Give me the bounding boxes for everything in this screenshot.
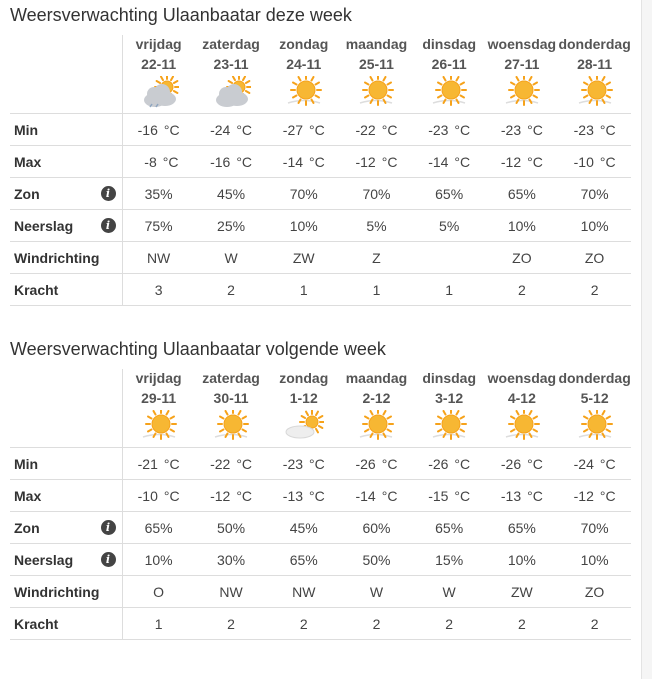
temp-value: -13 (500, 487, 522, 504)
sun-icon (356, 76, 396, 108)
sun-cell: 65% (122, 512, 195, 544)
row-label-with-info (10, 210, 122, 242)
precipitation-cell: 10% (122, 544, 195, 576)
wind-force-cell: 2 (340, 608, 413, 640)
row-label-with-info (10, 178, 122, 210)
temp-unit: °C (236, 153, 253, 170)
sun-icon (429, 410, 469, 442)
day-header (122, 35, 195, 114)
day-date: 26-11 (431, 56, 467, 72)
temp-unit: °C (527, 121, 543, 138)
day-header (558, 35, 631, 114)
sun-cell: 60% (340, 512, 413, 544)
temp-value: -23 (282, 455, 304, 472)
temp-value: -10 (137, 487, 158, 504)
max-temp-cell (340, 480, 413, 512)
day-header-row (10, 35, 631, 114)
wind-direction-cell: ZO (558, 576, 631, 608)
temp-value: -21 (137, 455, 158, 472)
temp-value: -26 (355, 455, 376, 472)
day-name: zaterdag (202, 370, 260, 386)
day-name: vrijdag (135, 370, 182, 386)
temp-unit: °C (381, 455, 398, 472)
sun-icon (575, 410, 615, 442)
day-name: zaterdag (202, 36, 260, 52)
row-label: Neerslag (14, 217, 74, 234)
day-date: 30-11 (213, 390, 249, 406)
day-date: 22-11 (141, 56, 177, 72)
wind-direction-cell: Z (340, 242, 413, 274)
min-temp-cell (340, 114, 413, 146)
row-label: Zon (14, 185, 40, 202)
max-temp-row (10, 146, 631, 178)
day-header (413, 35, 486, 114)
max-temp-cell (558, 480, 631, 512)
sun-icon (284, 76, 324, 108)
temp-value: -16 (210, 153, 231, 170)
row-label: Min (10, 448, 122, 480)
max-temp-cell (340, 146, 413, 178)
sun-icon (502, 410, 542, 442)
sun-row (10, 512, 631, 544)
precipitation-cell: 75% (122, 210, 195, 242)
temp-value: -12 (210, 487, 231, 504)
day-header (340, 369, 413, 448)
row-label: Kracht (10, 608, 122, 640)
temp-value: -12 (500, 153, 522, 170)
temp-value: -14 (428, 153, 449, 170)
temp-value: -22 (210, 455, 231, 472)
min-temp-cell (413, 448, 486, 480)
temp-value: -22 (355, 121, 376, 138)
day-name: zondag (279, 370, 329, 386)
sun-cell: 50% (195, 512, 268, 544)
wind-direction-cell: W (340, 576, 413, 608)
day-header (195, 369, 268, 448)
wind-direction-cell: ZO (558, 242, 631, 274)
max-temp-cell (558, 146, 631, 178)
min-temp-cell (558, 448, 631, 480)
min-temp-cell (486, 448, 559, 480)
info-icon[interactable]: i (101, 552, 116, 567)
day-header (195, 35, 268, 114)
precipitation-cell: 15% (413, 544, 486, 576)
wind-direction-row (10, 576, 631, 608)
temp-unit: °C (162, 153, 179, 170)
forecast-next-week (10, 338, 631, 640)
sun-icon (139, 410, 179, 442)
temp-unit: °C (527, 153, 543, 170)
day-date: 29-11 (141, 390, 177, 406)
wind-force-cell: 1 (267, 274, 340, 306)
wind-direction-cell: NW (122, 242, 195, 274)
wind-force-cell: 2 (558, 274, 631, 306)
row-label: Min (10, 114, 122, 146)
temp-value: -27 (282, 121, 304, 138)
sun-cell: 65% (486, 512, 559, 544)
day-name: dinsdag (422, 36, 476, 52)
min-temp-cell (122, 114, 195, 146)
temp-unit: °C (454, 121, 471, 138)
min-temp-row (10, 114, 631, 146)
max-temp-cell (267, 480, 340, 512)
wind-force-cell: 1 (122, 608, 195, 640)
wind-force-cell: 2 (195, 608, 268, 640)
day-date: 4-12 (507, 390, 536, 406)
day-header (413, 369, 486, 448)
temp-value: -10 (573, 153, 594, 170)
sun-icon (356, 410, 396, 442)
temp-unit: °C (309, 455, 325, 472)
wind-force-cell: 1 (413, 274, 486, 306)
wind-direction-cell: ZW (267, 242, 340, 274)
max-temp-cell (486, 146, 559, 178)
temp-value: -23 (500, 121, 522, 138)
sun-cell: 45% (195, 178, 268, 210)
wind-direction-cell: ZW (486, 576, 559, 608)
day-header (267, 369, 340, 448)
sun-icon (502, 76, 542, 108)
max-temp-cell (195, 480, 268, 512)
temp-unit: °C (309, 153, 325, 170)
temp-unit: °C (454, 487, 471, 504)
min-temp-cell (195, 114, 268, 146)
temp-value: -26 (428, 455, 449, 472)
precipitation-cell: 10% (486, 544, 559, 576)
wind-force-cell: 2 (486, 608, 559, 640)
max-temp-cell (195, 146, 268, 178)
temp-unit: °C (236, 455, 253, 472)
sun-cell: 70% (558, 178, 631, 210)
day-header (558, 369, 631, 448)
wind-force-cell: 2 (413, 608, 486, 640)
forecast-this-week (10, 4, 631, 306)
min-temp-cell (486, 114, 559, 146)
temp-value: -15 (428, 487, 449, 504)
rain-cloud-sun-icon (139, 76, 179, 108)
section-title: Weersverwachting Ulaanbaatar volgende week (10, 339, 386, 359)
info-icon[interactable]: i (101, 218, 116, 233)
temp-unit: °C (599, 121, 616, 138)
day-header-row (10, 369, 631, 448)
day-name: woensdag (487, 370, 557, 386)
cloud-sun-light-icon (284, 410, 324, 442)
max-temp-cell (122, 480, 195, 512)
temp-value: -16 (137, 121, 158, 138)
min-temp-row (10, 448, 631, 480)
temp-value: -26 (500, 455, 522, 472)
temp-unit: °C (454, 455, 471, 472)
day-name: zondag (279, 36, 329, 52)
wind-force-cell: 2 (195, 274, 268, 306)
row-label-with-info (10, 512, 122, 544)
sun-cell: 65% (413, 512, 486, 544)
wind-direction-cell: NW (267, 576, 340, 608)
temp-unit: °C (381, 153, 398, 170)
precipitation-cell: 30% (195, 544, 268, 576)
sun-cell: 70% (267, 178, 340, 210)
header-corner (10, 369, 122, 448)
sun-cell: 35% (122, 178, 195, 210)
max-temp-cell (267, 146, 340, 178)
precipitation-row (10, 210, 631, 242)
temp-unit: °C (454, 153, 471, 170)
day-header (486, 35, 559, 114)
max-temp-cell (413, 146, 486, 178)
temp-value: -24 (573, 455, 594, 472)
day-name: maandag (345, 36, 408, 52)
temp-unit: °C (527, 487, 543, 504)
precipitation-cell: 50% (340, 544, 413, 576)
wind-force-row (10, 274, 631, 306)
min-temp-cell (558, 114, 631, 146)
min-temp-cell (267, 448, 340, 480)
sun-icon (211, 410, 251, 442)
temp-unit: °C (381, 487, 398, 504)
sun-icon (429, 76, 469, 108)
wind-direction-cell: NW (195, 576, 268, 608)
temp-unit: °C (236, 487, 253, 504)
max-temp-row (10, 480, 631, 512)
temp-value: -23 (428, 121, 449, 138)
precipitation-cell: 10% (558, 544, 631, 576)
day-name: dinsdag (422, 370, 476, 386)
day-date: 25-11 (358, 56, 394, 72)
precipitation-cell: 65% (267, 544, 340, 576)
min-temp-cell (122, 448, 195, 480)
precipitation-cell: 10% (267, 210, 340, 242)
temp-value: -14 (282, 153, 304, 170)
max-temp-cell (122, 146, 195, 178)
day-date: 3-12 (435, 390, 464, 406)
temp-unit: °C (163, 487, 180, 504)
day-date: 2-12 (362, 390, 391, 406)
wind-force-cell: 3 (122, 274, 195, 306)
row-label: Windrichting (10, 576, 122, 608)
temp-value: -8 (144, 153, 157, 170)
day-date: 24-11 (286, 56, 322, 72)
temp-unit: °C (381, 121, 398, 138)
sun-cell: 65% (413, 178, 486, 210)
precipitation-cell: 10% (558, 210, 631, 242)
precipitation-cell: 5% (340, 210, 413, 242)
temp-value: -14 (355, 487, 376, 504)
temp-unit: °C (527, 455, 543, 472)
wind-direction-cell: W (413, 576, 486, 608)
forecast-table (10, 35, 631, 306)
precipitation-cell: 10% (486, 210, 559, 242)
row-label: Neerslag (14, 551, 74, 568)
row-label: Max (10, 146, 122, 178)
day-name: vrijdag (135, 36, 182, 52)
temp-value: -13 (282, 487, 304, 504)
sun-cell: 65% (486, 178, 559, 210)
sun-icon (575, 76, 615, 108)
sun-row (10, 178, 631, 210)
day-date: 27-11 (504, 56, 540, 72)
row-label: Kracht (10, 274, 122, 306)
temp-unit: °C (309, 487, 325, 504)
min-temp-cell (413, 114, 486, 146)
day-name: donderdag (558, 36, 631, 52)
day-date: 1-12 (289, 390, 318, 406)
forecast-table (10, 369, 631, 640)
day-header (267, 35, 340, 114)
wind-force-cell: 2 (558, 608, 631, 640)
temp-unit: °C (309, 121, 325, 138)
min-temp-cell (340, 448, 413, 480)
max-temp-cell (413, 480, 486, 512)
day-name: woensdag (487, 36, 557, 52)
day-header (340, 35, 413, 114)
day-name: maandag (345, 370, 408, 386)
sun-cell: 70% (340, 178, 413, 210)
info-icon[interactable]: i (101, 520, 116, 535)
wind-direction-cell: O (122, 576, 195, 608)
wind-direction-cell: W (195, 242, 268, 274)
max-temp-cell (486, 480, 559, 512)
wind-direction-cell: ZO (486, 242, 559, 274)
temp-value: -23 (573, 121, 594, 138)
row-label: Windrichting (10, 242, 122, 274)
row-label: Zon (14, 519, 40, 536)
sun-cell: 45% (267, 512, 340, 544)
temp-value: -12 (573, 487, 594, 504)
temp-unit: °C (163, 455, 180, 472)
temp-unit: °C (236, 121, 253, 138)
wind-force-cell: 2 (486, 274, 559, 306)
wind-force-cell: 2 (267, 608, 340, 640)
temp-unit: °C (163, 121, 180, 138)
header-corner (10, 35, 122, 114)
day-name: donderdag (558, 370, 631, 386)
precipitation-cell: 25% (195, 210, 268, 242)
wind-force-cell: 1 (340, 274, 413, 306)
day-header (486, 369, 559, 448)
sun-cell: 70% (558, 512, 631, 544)
info-icon[interactable]: i (101, 186, 116, 201)
precipitation-cell: 5% (413, 210, 486, 242)
day-header (122, 369, 195, 448)
day-date: 28-11 (577, 56, 613, 72)
temp-value: -12 (355, 153, 376, 170)
temp-unit: °C (599, 455, 616, 472)
section-title: Weersverwachting Ulaanbaatar deze week (10, 5, 352, 25)
row-label-with-info (10, 544, 122, 576)
row-label: Max (10, 480, 122, 512)
temp-value: -24 (210, 121, 231, 138)
wind-force-row (10, 608, 631, 640)
wind-direction-cell (413, 242, 486, 274)
wind-direction-row (10, 242, 631, 274)
scrollbar-track[interactable] (642, 0, 652, 679)
day-date: 23-11 (213, 56, 249, 72)
precipitation-row (10, 544, 631, 576)
temp-unit: °C (599, 153, 616, 170)
min-temp-cell (267, 114, 340, 146)
cloud-sun-icon (211, 76, 251, 108)
temp-unit: °C (599, 487, 616, 504)
day-date: 5-12 (580, 390, 609, 406)
min-temp-cell (195, 448, 268, 480)
